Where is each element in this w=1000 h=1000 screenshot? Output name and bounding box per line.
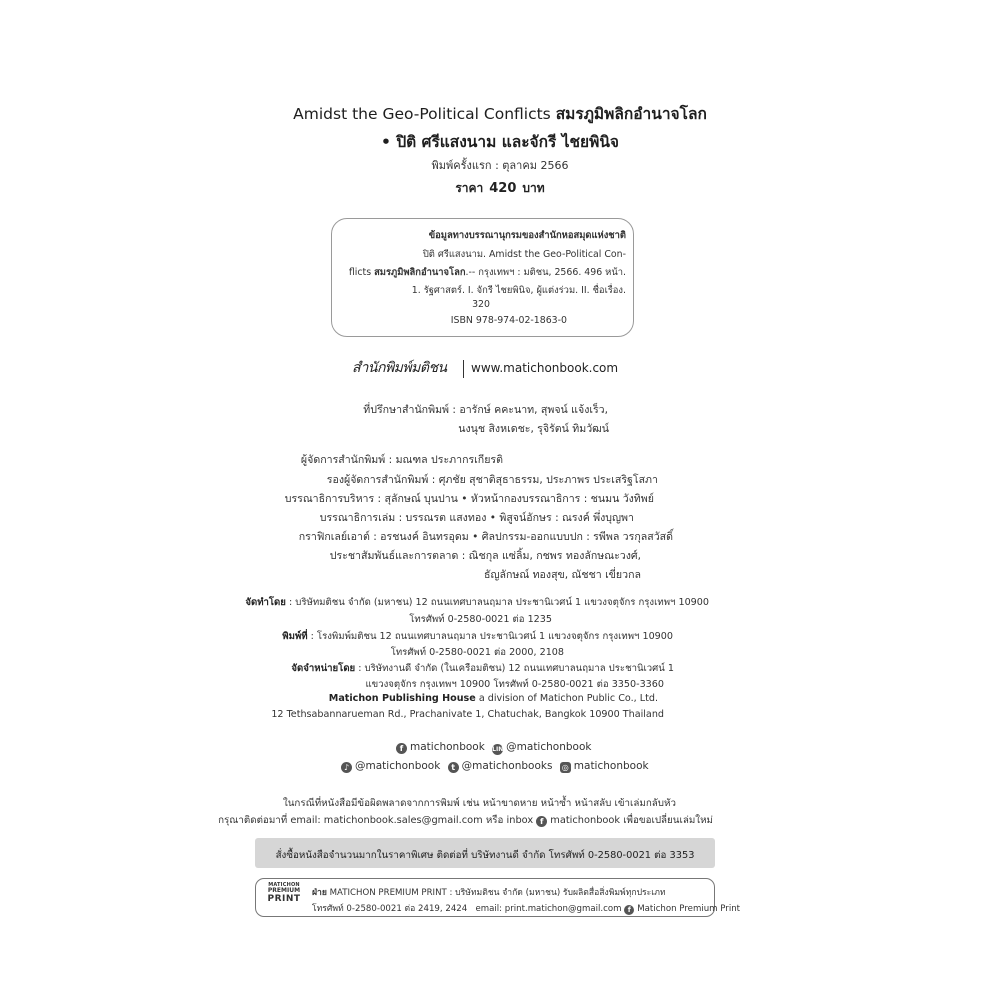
price-value: 420 — [489, 181, 517, 196]
inbox-page[interactable]: matichonbook — [550, 815, 621, 826]
printer-line-2: โทรศัพท์ 0-2580-0021 ต่อ 2000, 2108 — [390, 647, 564, 658]
premium-print-facebook[interactable]: Matichon Premium Print — [637, 904, 741, 914]
premium-print-email[interactable]: email: print.matichon@gmail.com — [475, 904, 622, 914]
book-editor: บรรณาธิการเล่ม : บรรณรต แสงทอง • พิสูจน์อักษร : ณรงค์ พึ่งบุญพา — [319, 512, 634, 524]
pr-marketing-1: ประชาสัมพันธ์และการตลาด : ณิชกุล แซ่ลิ้ม, กชพร ทองลักษณะวงศ์, — [329, 550, 641, 562]
price-line — [0, 179, 1000, 198]
bulk-order-text: สั่งซื้อหนังสือจำนวนมากในราคาพิเศษ ติดต่อที่ บริษัทงานดี จำกัด โทรศัพท์ 0-2580-0021 ต่อ 3353 — [275, 850, 695, 861]
publishing-house-address: 12 Tethsabannarueman Rd., Prachanivate 1, Chatuchak, Bangkok 10900 Thailand — [271, 709, 664, 720]
printer-line-1 — [282, 629, 673, 644]
catalog-line-3: 1. รัฐศาสตร์. I. จักรี ไชยพินิจ, ผู้แต่งร่วม. II. ชื่อเรื่อง. — [411, 285, 626, 296]
catalog-line-2-pre: flicts — [348, 267, 375, 278]
deputy-manager: รองผู้จัดการสำนักพิมพ์ : ศุภชัย สุชาติสุธาธรรม, ประภาพร ประเสริฐโสภา — [326, 474, 658, 486]
premium-print-box — [255, 878, 741, 917]
book-title — [0, 101, 1000, 126]
producer-address: : บริษัทมติชน จำกัด (มหาชน) 12 ถนนเทศบาลนฤมาล ประชานิเวศน์ 1 แขวงจตุจักร กรุงเทพฯ 10900 — [285, 597, 709, 608]
instagram-icon: ◎ — [560, 762, 571, 773]
premium-print-label: ฝ่าย — [312, 888, 327, 898]
tiktok-handle[interactable]: @matichonbook — [355, 760, 441, 772]
producer-line-1 — [245, 595, 709, 610]
logo-line-3: PRINT — [267, 893, 301, 904]
catalog-line-2-post: .-- กรุงเทพฯ : มติชน, 2566. 496 หน้า. — [465, 267, 626, 278]
premium-print-line-1 — [312, 885, 666, 899]
catalog-line-4: 320 — [472, 299, 490, 310]
authors-line — [0, 129, 1000, 154]
book-title-th: สมรภูมิพลิกอำนาจโลก — [555, 105, 707, 123]
facebook-icon: f — [396, 743, 407, 754]
publishing-manager: ผู้จัดการสำนักพิมพ์ : มณฑล ประภากรเกียรติ — [300, 454, 503, 466]
catalog-line-2-title: สมรภูมิพลิกอำนาจโลก — [374, 267, 466, 278]
publisher-url[interactable]: www.matichonbook.com — [471, 361, 619, 375]
facebook-handle[interactable]: matichonbook — [410, 741, 485, 753]
defect-note-mid: หรือ inbox — [482, 815, 537, 826]
book-title-en: Amidst the Geo-Political Conflicts — [293, 105, 551, 123]
line-icon: LINE — [492, 746, 508, 753]
catalog-line-1: ปิติ ศรีแสงนาม. Amidst the Geo-Political Con- — [422, 249, 626, 260]
advisors-line-1: ที่ปรึกษาสำนักพิมพ์ : อารักษ์ คคะนาท, สุพจน์ แจ้งเร็ว, — [363, 404, 608, 416]
price-label: ราคา — [455, 181, 484, 195]
premium-print-phone: โทรศัพท์ 0-2580-0021 ต่อ 2419, 2424 — [312, 904, 468, 914]
defect-note-prefix: กรุณาติดต่อมาที่ email: — [218, 815, 324, 826]
edition-line: พิมพ์ครั้งแรก : ตุลาคม 2566 — [431, 159, 569, 172]
social-row-2 — [341, 760, 649, 773]
catalog-heading: ข้อมูลทางบรรณานุกรมของสำนักหอสมุดแห่งชาติ — [428, 230, 626, 241]
publishing-house-desc: a division of Matichon Public Co., Ltd. — [475, 693, 658, 704]
executive-editor: บรรณาธิการบริหาร : สุลักษณ์ บุนปาน • หัวหน้ากองบรรณาธิการ : ชนมน วังทิพย์ — [284, 493, 654, 505]
printer-label: พิมพ์ที่ — [282, 631, 308, 642]
sales-email[interactable]: matichonbook.sales@gmail.com — [323, 815, 483, 826]
line-handle[interactable]: @matichonbook — [506, 741, 592, 753]
defect-note-2 — [218, 813, 713, 828]
twitter-icon: t — [448, 762, 459, 773]
producer-label: จัดทำโดย — [245, 597, 286, 608]
authors: ปิติ ศรีแสงนาม และจักรี ไชยพินิจ — [396, 133, 620, 151]
catalog-line-2 — [349, 265, 626, 280]
distributor-address: : บริษัทงานดี จำกัด (ในเครือมติชน) 12 ถนนเทศบาลนฤมาล ประชานิเวศน์ 1 — [355, 663, 674, 674]
bulk-order-bar — [255, 838, 715, 868]
premium-print-name: MATICHON PREMIUM PRINT — [326, 888, 447, 898]
publishing-house-name: Matichon Publishing House — [328, 693, 476, 704]
graphic-layout: กราฟิกเลย์เอาต์ : อรชนงค์ อินทรอุดม • ศิลปกรรม-ออกแบบปก : รพีพล วรกุลสวัสดิ์ — [298, 531, 673, 543]
logo-line-2: PREMIUM — [267, 887, 301, 895]
bullet: • — [380, 133, 391, 151]
twitter-handle[interactable]: @matichonbooks — [461, 760, 553, 772]
distributor-line-1 — [291, 661, 674, 676]
printer-address: : โรงพิมพ์มติชน 12 ถนนเทศบาลนฤมาล ประชานิเวศน์ 1 แขวงจตุจักร กรุงเทพฯ 10900 — [307, 631, 673, 642]
social-row-1 — [396, 741, 591, 755]
distributor-line-2: แขวงจตุจักร กรุงเทพฯ 10900 โทรศัพท์ 0-2580-0021 ต่อ 3350-3360 — [365, 679, 664, 690]
divider — [463, 360, 464, 378]
premium-print-desc: : บริษัทมติชน จำกัด (มหาชน) รับผลิตสื่อสิ่งพิมพ์ทุกประเภท — [446, 888, 666, 898]
publishing-house-line — [329, 693, 658, 704]
catalog-isbn: ISBN 978-974-02-1863-0 — [450, 315, 567, 326]
facebook-icon: f — [624, 905, 634, 915]
premium-print-logo — [264, 883, 304, 904]
publisher-logo: สำนักพิมพ์มติชน — [352, 360, 447, 376]
premium-print-line-2 — [312, 901, 740, 915]
tiktok-icon: ♪ — [341, 762, 352, 773]
defect-note-1: ในกรณีที่หนังสือมีข้อผิดพลาดจากการพิมพ์ เช่น หน้าขาดหาย หน้าซ้ำ หน้าสลับ เข้าเล่มกลับหัว — [282, 798, 676, 809]
advisors-line-2: นงนุช สิงหเดชะ, รุจิรัตน์ ทิมวัฒน์ — [458, 423, 609, 435]
producer-line-2: โทรศัพท์ 0-2580-0021 ต่อ 1235 — [409, 614, 552, 625]
defect-note-suffix: เพื่อขอเปลี่ยนเล่มใหม่ — [620, 815, 713, 826]
price-unit: บาท — [522, 181, 545, 195]
distributor-label: จัดจำหน่ายโดย — [291, 663, 356, 674]
facebook-icon: f — [536, 816, 547, 827]
pr-marketing-2: ธัญลักษณ์ ทองสุข, ณัชชา เขี่ยวกล — [484, 569, 641, 581]
logo-line-1: MATICHON — [268, 882, 300, 888]
instagram-handle[interactable]: matichonbook — [573, 760, 649, 772]
